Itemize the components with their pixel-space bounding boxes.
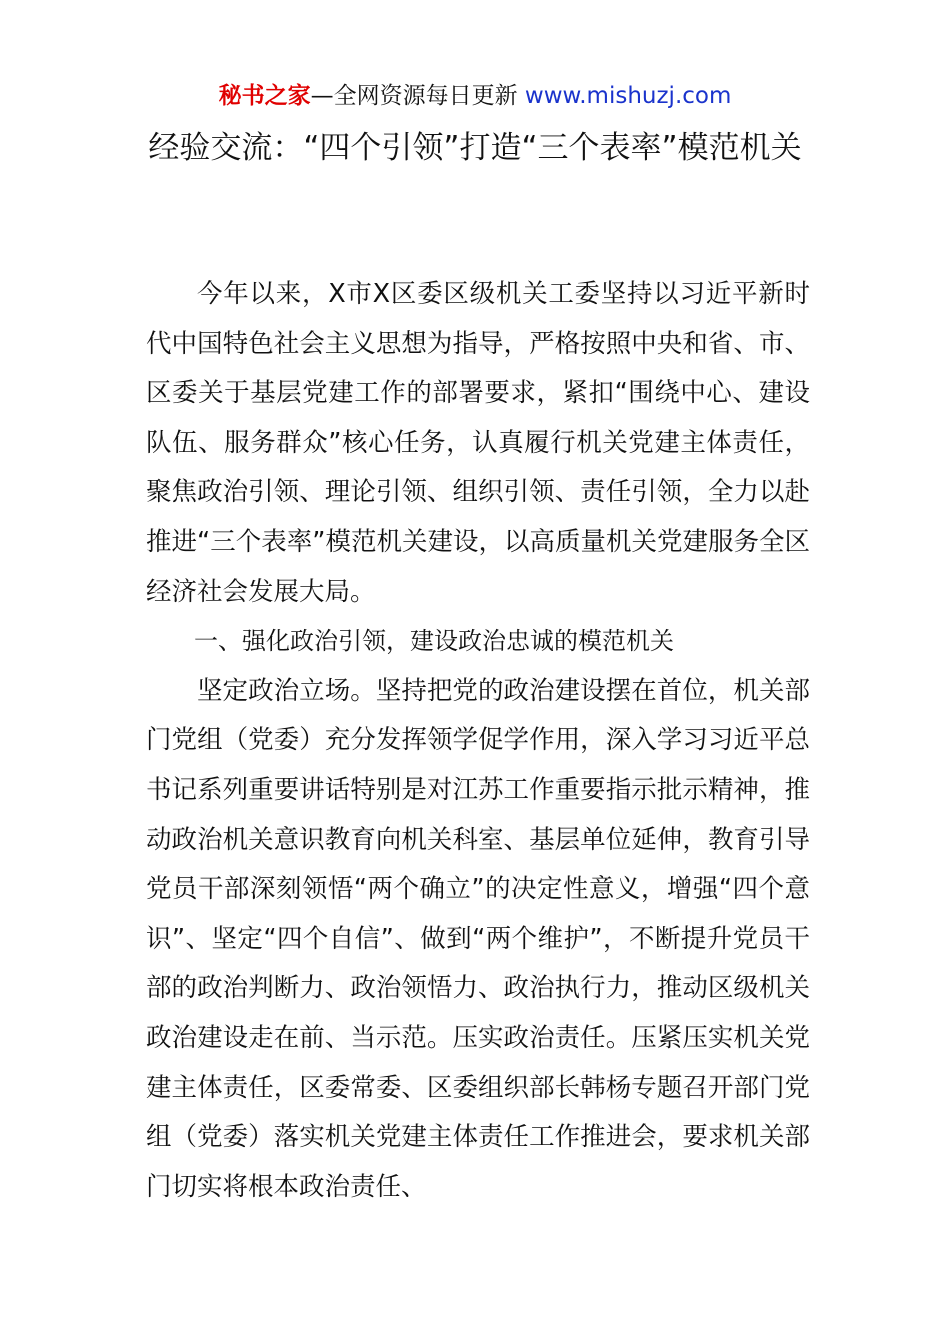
body-paragraph: 坚定政治立场。坚持把党的政治建设摆在首位，机关部门党组（党委）充分发挥领学促学作用，深入学习习近平总书记系列重要讲话特别是对江苏工作重要指示批示精神，推动政治机关意识教育向机关科室、基层单位延伸，教育引导党员干部深刻领悟“两个确立”的决定性意义，增强“四个意识”、坚定“四个自信”、做到“两个维护”，不断提升党员干部的政治判断力、政治领悟力、政治执行力，推动区级机关政治建设走在前、当示范。压实政治责任。压紧压实机关党建主体责任，区委常委、区委组织部长韩杨专题召开部门党组（党委）落实机关党建主体责任工作推进会，要求机关部门切实将根本政治责任、 xyxy=(146,675,810,1202)
intro-paragraph: 今年以来，X市X区委区级机关工委坚持以习近平新时代中国特色社会主义思想为指导，严格按照中央和省、市、区委关于基层党建工作的部署要求，紧扣“围绕中心、建设队伍、服务群众”核心任务，认真履行机关党建主体责任，聚焦政治引领、理论引领、组织引领、责任引领，全力以赴推进“三个表率”模范机关建设，以高质量机关党建服务全区经济社会发展大局。 xyxy=(146,279,810,607)
site-tagline: —全网资源每日更新 xyxy=(310,83,525,109)
document-body xyxy=(146,270,810,1212)
site-header xyxy=(0,80,950,112)
site-brand: 秘书之家 xyxy=(218,83,311,109)
section-heading: 一、强化政治引领，建设政治忠诚的模范机关 xyxy=(194,627,674,656)
document-title: 经验交流：“四个引领”打造“三个表率”模范机关 xyxy=(148,130,802,166)
site-url-link[interactable]: www.mishuzj.com xyxy=(524,83,732,109)
